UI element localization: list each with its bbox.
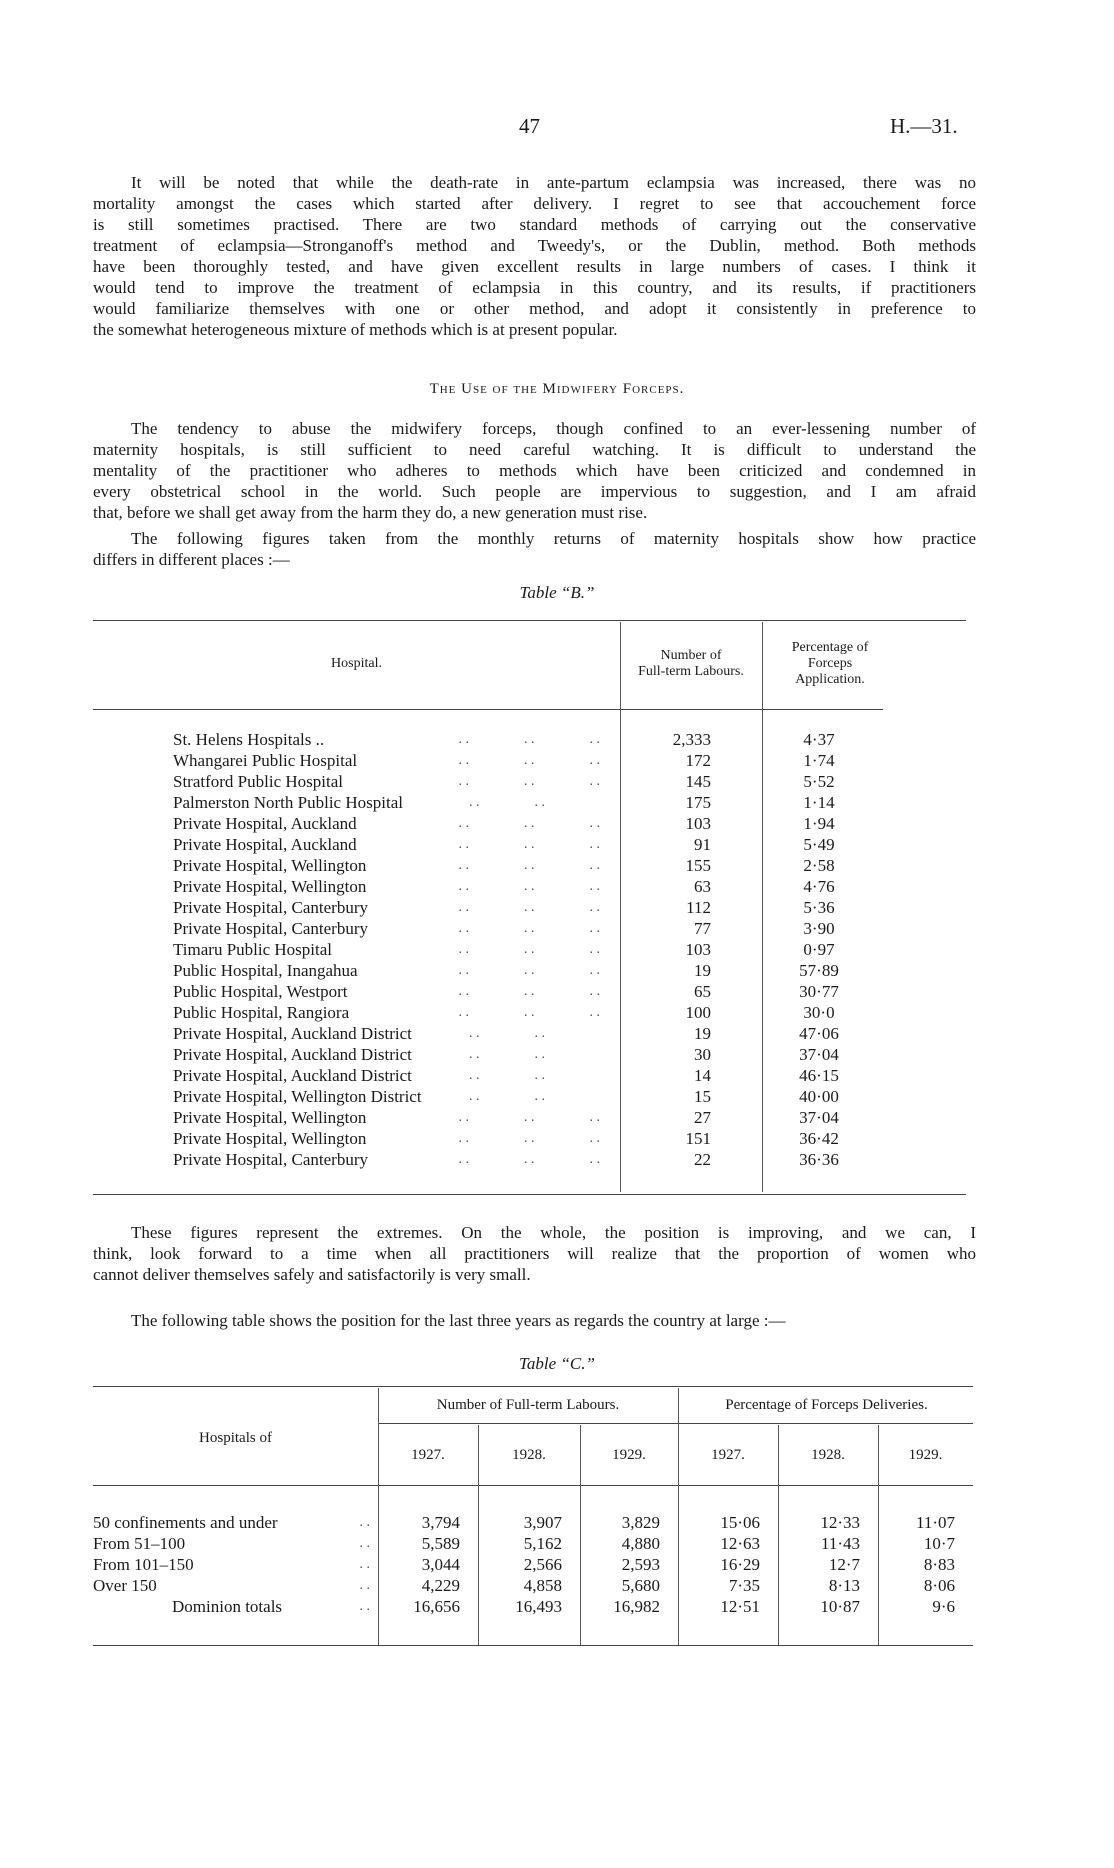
year-header: 1927. bbox=[411, 1447, 445, 1463]
leader-dots: . . bbox=[589, 773, 600, 789]
paragraph-eclampsia bbox=[93, 172, 976, 340]
leader-dots-group bbox=[458, 729, 610, 750]
leader-dots-group bbox=[463, 1065, 610, 1086]
table-row bbox=[173, 1002, 896, 1023]
full-term-labours: 2,333 bbox=[672, 730, 711, 749]
hospital-name: Private Hospital, Wellington bbox=[173, 1108, 367, 1127]
full-term-labours: 103 bbox=[685, 940, 711, 959]
table-c-top-rule bbox=[93, 1386, 973, 1387]
hospital-name: Stratford Public Hospital bbox=[173, 772, 343, 791]
leader-dots: . . bbox=[458, 920, 469, 936]
table-row bbox=[173, 792, 896, 813]
table-row bbox=[93, 1554, 973, 1575]
leader-dots-group bbox=[458, 939, 610, 960]
leader-dots: . . bbox=[469, 1025, 480, 1041]
text-line: think, look forward to a time when all practitioners will realize that the proportion of women who bbox=[93, 1244, 976, 1263]
hospital-category: Dominion totals bbox=[172, 1597, 283, 1616]
table-row bbox=[173, 897, 896, 918]
full-term-labours: 30 bbox=[694, 1045, 711, 1064]
forceps-percentage: 4·37 bbox=[803, 730, 835, 749]
leader-dots: . . bbox=[458, 836, 469, 852]
full-term-labours: 19 bbox=[694, 1024, 711, 1043]
leader-dots: . . bbox=[534, 1067, 545, 1083]
hospital-name: Private Hospital, Wellington bbox=[173, 1129, 367, 1148]
leader-dots: . . bbox=[458, 815, 469, 831]
text-line: The following figures taken from the monthly returns of maternity hospitals show how practice bbox=[131, 529, 976, 548]
leader-dots: . . bbox=[534, 1025, 545, 1041]
hospital-name: Public Hospital, Westport bbox=[173, 982, 348, 1001]
table-row bbox=[173, 876, 896, 897]
leader-dots: . . bbox=[524, 836, 535, 852]
full-term-labours: 27 bbox=[694, 1108, 711, 1127]
table-b-header-hospital: Hospital. bbox=[331, 656, 382, 671]
table-b-top-rule bbox=[93, 620, 966, 621]
leader-dots: . . bbox=[524, 920, 535, 936]
table-b-header-labours: Number of Full-term Labours. bbox=[638, 648, 744, 679]
full-term-labours: 175 bbox=[685, 793, 711, 812]
table-row bbox=[173, 939, 896, 960]
hospital-name: Private Hospital, Wellington District bbox=[173, 1087, 422, 1106]
leader-dots-group bbox=[458, 876, 610, 897]
table-c-bottom-rule bbox=[93, 1645, 973, 1646]
leader-dots-group bbox=[458, 1149, 610, 1170]
labours-count: 3,829 bbox=[621, 1513, 660, 1532]
year-header: 1929. bbox=[612, 1447, 646, 1463]
full-term-labours: 151 bbox=[685, 1129, 711, 1148]
full-term-labours: 15 bbox=[694, 1087, 711, 1106]
labours-count: 16,656 bbox=[413, 1597, 460, 1616]
forceps-percentage: 5·49 bbox=[803, 835, 835, 854]
leader-dots: . . bbox=[458, 899, 469, 915]
leader-dots: . . bbox=[524, 962, 535, 978]
text-line: have been thoroughly tested, and have given excellent results in large numbers of cases. I think it bbox=[93, 257, 976, 276]
table-row bbox=[173, 1065, 896, 1086]
paragraph-table-c-intro bbox=[93, 1310, 976, 1331]
full-term-labours: 14 bbox=[694, 1066, 711, 1085]
leader-dots: . . bbox=[458, 773, 469, 789]
table-row bbox=[173, 1023, 896, 1044]
hospital-name: Private Hospital, Canterbury bbox=[173, 919, 368, 938]
table-row bbox=[173, 1107, 896, 1128]
leader-dots: . . bbox=[589, 899, 600, 915]
table-row bbox=[93, 1575, 973, 1596]
year-header: 1927. bbox=[711, 1447, 745, 1463]
forceps-percentage: 8·06 bbox=[923, 1576, 955, 1595]
hospital-name: St. Helens Hospitals .. bbox=[173, 730, 325, 749]
hospital-name: Private Hospital, Canterbury bbox=[173, 898, 368, 917]
hospital-category: From 101–150 bbox=[93, 1555, 194, 1574]
full-term-labours: 145 bbox=[685, 772, 711, 791]
full-term-labours: 100 bbox=[685, 1003, 711, 1022]
page-number: 47 bbox=[519, 114, 540, 138]
table-b-bottom-rule bbox=[93, 1194, 966, 1195]
leader-dots: . . bbox=[589, 1130, 600, 1146]
forceps-percentage: 1·94 bbox=[803, 814, 835, 833]
full-term-labours: 91 bbox=[694, 835, 711, 854]
hospital-name: Public Hospital, Inangahua bbox=[173, 961, 358, 980]
labours-count: 3,044 bbox=[421, 1555, 460, 1574]
forceps-percentage: 12·33 bbox=[820, 1513, 860, 1532]
leader-dots-group bbox=[463, 1086, 610, 1107]
table-c-caption: Table “C.” bbox=[519, 1354, 595, 1373]
text-line: mortality amongst the cases which started after delivery. I regret to see that accouchement force bbox=[93, 194, 976, 213]
leader-dots: . . bbox=[589, 731, 600, 747]
table-row bbox=[93, 1512, 973, 1533]
leader-dots-group bbox=[463, 1044, 610, 1065]
leader-dots: . . bbox=[359, 1535, 370, 1551]
text-line: The following table shows the position for the last three years as regards the country at large :— bbox=[131, 1311, 786, 1330]
hospital-category: Over 150 bbox=[93, 1576, 157, 1595]
leader-dots: . . bbox=[458, 731, 469, 747]
hospital-name: Palmerston North Public Hospital bbox=[173, 793, 403, 812]
leader-dots: . . bbox=[458, 1151, 469, 1167]
table-c-group-labours: Number of Full-term Labours. bbox=[436, 1397, 620, 1413]
forceps-percentage: 40·00 bbox=[799, 1087, 839, 1106]
full-term-labours: 65 bbox=[694, 982, 711, 1001]
text-line: would familiarize themselves with one or other method, and adopt it consistently in preference to bbox=[93, 299, 976, 318]
forceps-percentage: 8·13 bbox=[828, 1576, 860, 1595]
paragraph-extremes bbox=[93, 1222, 976, 1285]
leader-dots: . . bbox=[524, 752, 535, 768]
table-row bbox=[173, 960, 896, 981]
year-header: 1928. bbox=[512, 1447, 546, 1463]
hospital-name: Private Hospital, Auckland District bbox=[173, 1045, 412, 1064]
full-term-labours: 155 bbox=[685, 856, 711, 875]
forceps-percentage: 0·97 bbox=[803, 940, 835, 959]
leader-dots: . . bbox=[359, 1577, 370, 1593]
table-row bbox=[173, 813, 896, 834]
leader-dots: . . bbox=[359, 1598, 370, 1614]
hospital-name: Private Hospital, Auckland District bbox=[173, 1024, 412, 1043]
leader-dots: . . bbox=[524, 773, 535, 789]
leader-dots: . . bbox=[589, 1109, 600, 1125]
table-b-caption: Table “B.” bbox=[519, 583, 595, 602]
table-c-group-forceps: Percentage of Forceps Deliveries. bbox=[725, 1397, 928, 1413]
text-line: the somewhat heterogeneous mixture of methods which is at present popular. bbox=[93, 320, 618, 339]
hospital-name: Whangarei Public Hospital bbox=[173, 751, 358, 770]
forceps-percentage: 5·52 bbox=[803, 772, 835, 791]
leader-dots: . . bbox=[524, 1109, 535, 1125]
table-row bbox=[173, 1128, 896, 1149]
hospital-name: Private Hospital, Auckland bbox=[173, 814, 357, 833]
leader-dots: . . bbox=[359, 1514, 370, 1530]
full-term-labours: 112 bbox=[686, 898, 711, 917]
leader-dots-group bbox=[318, 1575, 378, 1596]
leader-dots: . . bbox=[469, 794, 480, 810]
text-line: differs in different places :— bbox=[93, 550, 290, 569]
table-c-body bbox=[93, 1512, 973, 1617]
leader-dots: . . bbox=[458, 1109, 469, 1125]
full-term-labours: 22 bbox=[694, 1150, 711, 1169]
leader-dots: . . bbox=[589, 878, 600, 894]
labours-count: 4,858 bbox=[523, 1576, 562, 1595]
leader-dots-group bbox=[458, 771, 610, 792]
forceps-percentage: 30·0 bbox=[803, 1003, 835, 1022]
forceps-percentage: 10·7 bbox=[923, 1534, 955, 1553]
forceps-percentage: 2·58 bbox=[803, 856, 835, 875]
leader-dots: . . bbox=[524, 941, 535, 957]
hospital-name: Timaru Public Hospital bbox=[173, 940, 332, 959]
leader-dots: . . bbox=[524, 1151, 535, 1167]
leader-dots: . . bbox=[458, 1004, 469, 1020]
text-line: It will be noted that while the death-rate in ante-partum eclampsia was increased, there was no bbox=[131, 173, 976, 192]
leader-dots: . . bbox=[469, 1067, 480, 1083]
document-reference: H.—31. bbox=[890, 114, 958, 138]
hospital-category: 50 confinements and under bbox=[93, 1513, 278, 1532]
forceps-percentage: 16·29 bbox=[720, 1555, 760, 1574]
leader-dots-group bbox=[458, 855, 610, 876]
hospital-category: From 51–100 bbox=[93, 1534, 186, 1553]
forceps-percentage: 36·42 bbox=[799, 1129, 839, 1148]
leader-dots-group bbox=[458, 918, 610, 939]
leader-dots-group bbox=[458, 1128, 610, 1149]
leader-dots: . . bbox=[524, 815, 535, 831]
forceps-percentage: 57·89 bbox=[799, 961, 839, 980]
forceps-percentage: 46·15 bbox=[799, 1066, 839, 1085]
leader-dots: . . bbox=[458, 941, 469, 957]
labours-count: 16,982 bbox=[613, 1597, 660, 1616]
leader-dots: . . bbox=[589, 836, 600, 852]
leader-dots: . . bbox=[524, 731, 535, 747]
hospital-name: Private Hospital, Auckland District bbox=[173, 1066, 412, 1085]
leader-dots-group bbox=[458, 897, 610, 918]
leader-dots: . . bbox=[589, 1151, 600, 1167]
forceps-percentage: 10·87 bbox=[820, 1597, 860, 1616]
forceps-percentage: 47·06 bbox=[799, 1024, 839, 1043]
text-line: The tendency to abuse the midwifery forceps, though confined to an ever-lessening number of bbox=[131, 419, 976, 438]
leader-dots: . . bbox=[458, 752, 469, 768]
text-line: mentality of the practitioner who adheres to methods which have been criticized and condemned in bbox=[93, 461, 976, 480]
labours-count: 3,907 bbox=[523, 1513, 562, 1532]
labours-count: 16,493 bbox=[515, 1597, 562, 1616]
leader-dots: . . bbox=[589, 815, 600, 831]
forceps-percentage: 36·36 bbox=[799, 1150, 839, 1169]
text-line: is still sometimes practised. There are two standard methods of carrying out the conservative bbox=[93, 215, 976, 234]
labours-count: 3,794 bbox=[421, 1513, 460, 1532]
leader-dots: . . bbox=[534, 1046, 545, 1062]
leader-dots: . . bbox=[589, 962, 600, 978]
text-line: treatment of eclampsia—Stronganoff's method and Tweedy's, or the Dublin, method. Both methods bbox=[93, 236, 976, 255]
table-row bbox=[173, 834, 896, 855]
table-row bbox=[173, 981, 896, 1002]
text-line: would tend to improve the treatment of eclampsia in this country, and its results, if practitioners bbox=[93, 278, 976, 297]
full-term-labours: 19 bbox=[694, 961, 711, 980]
table-row bbox=[173, 750, 896, 771]
leader-dots-group bbox=[318, 1533, 378, 1554]
text-line: every obstetrical school in the world. Such people are impervious to suggestion, and I am afraid bbox=[93, 482, 976, 501]
hospital-name: Private Hospital, Wellington bbox=[173, 877, 367, 896]
table-row bbox=[93, 1533, 973, 1554]
leader-dots: . . bbox=[458, 878, 469, 894]
forceps-percentage: 9·6 bbox=[932, 1597, 955, 1616]
forceps-percentage: 37·04 bbox=[799, 1108, 839, 1127]
forceps-percentage: 7·35 bbox=[728, 1576, 760, 1595]
leader-dots-group bbox=[458, 981, 610, 1002]
forceps-percentage: 30·77 bbox=[799, 982, 839, 1001]
leader-dots: . . bbox=[534, 794, 545, 810]
section-heading: The Use of the Midwifery Forceps. bbox=[429, 381, 685, 397]
leader-dots-group bbox=[463, 1023, 610, 1044]
forceps-percentage: 15·06 bbox=[720, 1513, 760, 1532]
leader-dots: . . bbox=[524, 878, 535, 894]
leader-dots: . . bbox=[534, 1088, 545, 1104]
leader-dots: . . bbox=[458, 983, 469, 999]
table-row bbox=[173, 771, 896, 792]
forceps-percentage: 12·63 bbox=[720, 1534, 760, 1553]
labours-count: 2,566 bbox=[523, 1555, 562, 1574]
forceps-percentage: 12·51 bbox=[720, 1597, 760, 1616]
labours-count: 4,229 bbox=[421, 1576, 460, 1595]
full-term-labours: 172 bbox=[685, 751, 711, 770]
hospital-name: Private Hospital, Canterbury bbox=[173, 1150, 368, 1169]
leader-dots-group bbox=[318, 1512, 378, 1533]
hospital-name: Private Hospital, Auckland bbox=[173, 835, 357, 854]
text-line: that, before we shall get away from the harm they do, a new generation must rise. bbox=[93, 503, 648, 522]
leader-dots-group bbox=[318, 1554, 378, 1575]
leader-dots: . . bbox=[524, 899, 535, 915]
leader-dots: . . bbox=[524, 1004, 535, 1020]
text-line: These figures represent the extremes. On the whole, the position is improving, and we can, I bbox=[131, 1223, 976, 1242]
table-row bbox=[173, 918, 896, 939]
table-c-header-rule bbox=[93, 1485, 973, 1486]
table-row bbox=[173, 855, 896, 876]
labours-count: 5,589 bbox=[421, 1534, 460, 1553]
leader-dots-group bbox=[458, 1002, 610, 1023]
leader-dots-group bbox=[463, 792, 610, 813]
labours-count: 2,593 bbox=[621, 1555, 660, 1574]
table-b-header-percentage: Percentage of Forceps Application. bbox=[791, 640, 869, 687]
year-header: 1929. bbox=[908, 1447, 943, 1463]
forceps-percentage: 1·14 bbox=[803, 793, 835, 812]
forceps-percentage: 11·43 bbox=[820, 1534, 860, 1553]
table-row bbox=[173, 729, 896, 750]
leader-dots: . . bbox=[589, 983, 600, 999]
leader-dots-group bbox=[458, 834, 610, 855]
leader-dots: . . bbox=[589, 857, 600, 873]
leader-dots: . . bbox=[589, 920, 600, 936]
labours-count: 5,680 bbox=[621, 1576, 660, 1595]
table-row bbox=[173, 1044, 896, 1065]
leader-dots: . . bbox=[589, 752, 600, 768]
leader-dots: . . bbox=[469, 1046, 480, 1062]
leader-dots: . . bbox=[589, 941, 600, 957]
text-line: cannot deliver themselves safely and satisfactorily is very small. bbox=[93, 1265, 531, 1284]
forceps-percentage: 3·90 bbox=[803, 919, 835, 938]
labours-count: 5,162 bbox=[523, 1534, 562, 1553]
leader-dots-group bbox=[458, 813, 610, 834]
forceps-percentage: 11·07 bbox=[915, 1513, 955, 1532]
forceps-percentage: 4·76 bbox=[803, 877, 835, 896]
leader-dots: . . bbox=[524, 857, 535, 873]
table-row bbox=[173, 1149, 896, 1170]
leader-dots-group bbox=[458, 960, 610, 981]
forceps-percentage: 1·74 bbox=[803, 751, 835, 770]
table-c-group-rule bbox=[378, 1423, 973, 1424]
leader-dots: . . bbox=[524, 983, 535, 999]
leader-dots: . . bbox=[589, 1004, 600, 1020]
leader-dots-group bbox=[458, 750, 610, 771]
text-line: maternity hospitals, is still sufficient to need careful watching. It is difficult to understand the bbox=[93, 440, 976, 459]
table-row bbox=[93, 1596, 973, 1617]
forceps-percentage: 37·04 bbox=[799, 1045, 839, 1064]
full-term-labours: 103 bbox=[685, 814, 711, 833]
leader-dots-group bbox=[318, 1596, 378, 1617]
table-c-header-hospitals: Hospitals of bbox=[199, 1430, 272, 1446]
labours-count: 4,880 bbox=[621, 1534, 660, 1553]
hospital-name: Public Hospital, Rangiora bbox=[173, 1003, 350, 1022]
leader-dots: . . bbox=[458, 1130, 469, 1146]
table-b-header-rule bbox=[93, 709, 883, 710]
full-term-labours: 63 bbox=[694, 877, 711, 896]
forceps-percentage: 8·83 bbox=[923, 1555, 955, 1574]
leader-dots: . . bbox=[524, 1130, 535, 1146]
table-row bbox=[173, 1086, 896, 1107]
full-term-labours: 77 bbox=[694, 919, 711, 938]
forceps-percentage: 5·36 bbox=[803, 898, 835, 917]
leader-dots: . . bbox=[359, 1556, 370, 1572]
hospital-name: Private Hospital, Wellington bbox=[173, 856, 367, 875]
table-b-body bbox=[173, 729, 896, 1170]
paragraph-figures-intro bbox=[93, 528, 976, 570]
leader-dots: . . bbox=[458, 962, 469, 978]
year-header: 1928. bbox=[811, 1447, 845, 1463]
forceps-percentage: 12·7 bbox=[828, 1555, 860, 1574]
leader-dots: . . bbox=[469, 1088, 480, 1104]
paragraph-forceps-abuse bbox=[93, 418, 976, 523]
leader-dots-group bbox=[458, 1107, 610, 1128]
leader-dots: . . bbox=[458, 857, 469, 873]
